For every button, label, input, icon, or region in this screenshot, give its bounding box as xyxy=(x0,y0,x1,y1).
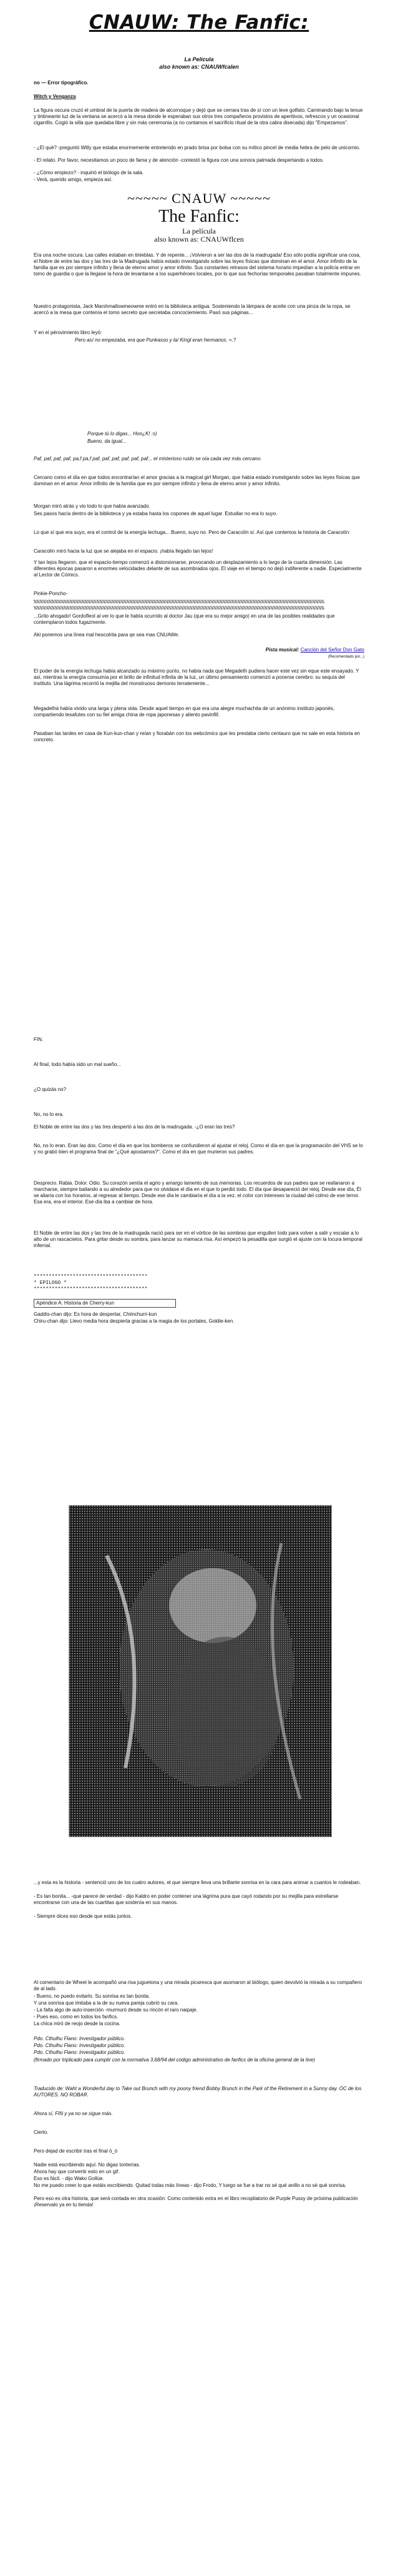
closing-paragraph: Al comentario de Wheel le acompañó una risa juguetona y una mirada picaresca que asomaron al biólogo, quien devolvió la mirada a su compañero de al lado. xyxy=(34,1980,362,1991)
story-paragraph: Paf, paf, paf, paf, pa,f pa,f paf, paf, paf, paf, paf, paf... el misterioso ruido se oía cada vez más cercano. xyxy=(34,456,262,461)
closing-paragraph: Y una sonrisa que imitaba a la de su nueva pareja cubrió su cara. xyxy=(34,2000,179,2006)
epilogo-line: Gaddis-chan dijo: Es hora de despertar, Chimchurri-kun xyxy=(34,1311,157,1317)
story-paragraph: No, no lo era. xyxy=(34,1112,64,1117)
story-quote: Pero así no empezaba, era que Punkasso y la/ Kingl eran hermanos. =.? xyxy=(75,337,236,343)
story-paragraph: Al final, todo había sido un mal sueño... xyxy=(34,1062,122,1067)
closing-paragraph: - Pues eso, como en todos los fanfics. xyxy=(34,2014,119,2020)
intro-paragraph: - El relato. Por favor, necesitamos un poco de fama y de atención -contestó la figura con una sonora palmada despertando a todos. xyxy=(34,157,324,163)
music-note: (Recomendado por...) xyxy=(328,655,364,659)
story-paragraph: Y en el pérovimiento libro leyó: xyxy=(34,330,102,335)
page-title: CNAUW: The Fanfic: xyxy=(89,11,309,34)
ascii-note: ...Grito ahogado! Gordofleol al ver lo que le había ocurrido al doctor Jau (que era su mejor amigo) en una de las posibles realidades que contemplaron todos fugazmente. xyxy=(34,613,335,625)
epilogo-line: Chiru-chan dijo: Llevo media hora despierta gracias a la magia de los portales, Goldie-ken. xyxy=(34,1318,235,1324)
typo-note: no — Error tipográfico. xyxy=(34,80,89,86)
story-paragraph: Cercano como el día en que todos encontrarían el amor gracias a la magical girl Morgan, que había estado investigando sobre las leyes físicas que dominan en el amor. Amor infinito de la familia que es por siempre infinito y llena de eterno amor y amor infinito. xyxy=(34,475,360,486)
appendix-heading: Apéndice A: Historia de Cherry-kun xyxy=(34,1299,176,1308)
story-paragraph: Y tan lejos llegaron, que el espacio-tiempo comenzó a distorsionarse, provocando un desplazamiento a lo largo de la cuarta dimensión. Las diferentes épocas pasaron a enormes velocidades delante de sus asombrados ojos. El viaje en el tiempo no dejó indiferente a nadie. Especialmente al Lector de Cómics. xyxy=(34,560,362,578)
intro-paragraph: - ¿Cómo empiezo? - inquirió el biólogo de la sala. xyxy=(34,170,144,175)
epilogo-rule-top: ************************************** xyxy=(34,1274,148,1280)
page-aka: also known as: CNAUWfcalen xyxy=(159,64,239,70)
fin-marker: FIN. xyxy=(34,1037,44,1042)
story-paragraph: Desprecio. Rabia. Dolor. Odio. Su corazón sentía el agrio y amargo lamento de sus memorias. Los recuerdos de sus padres que se reafanaron a marcharse, siempre bailando a su alrededor para que no olvidase el día en el que lo perdió todo. El día que desapareció del reloj. Desde ese día, Él se aliaría con los horarios, al regresar al tiempo. Desde ese día le cambiaría el día a la vez, el color con intereses la ciudad del colmo de ese terror. Esa era, era el interior. Ese día iba a cambiar de hora. xyxy=(34,1180,361,1205)
footer-paragraph: Eso es fácil. - dijo Wako Gollúe. xyxy=(34,2176,104,2181)
ponche-line: Pinkie-Poncho- xyxy=(34,591,68,596)
story-paragraph: Era una noche oscura. Las calles estaban en tinieblas. Y de repente... ¡Volvieron a ser las dos de la madrugada! Eso sólo podía significar una cosa, el Nobre de entre las dos y las tres de la Madrugada había estado investigando sobre las leyes físicas que dominan en el amor. Amor infinito de la familia que es por siempre infinito y llena de eterno amor y amor infinito. Sus constantes retrasos del sistema horario impedían a la policía entrar en tomo de guardia o que la llegase la hora de levantarse a los superhéroes locales, por lo que sus fechorías temporales pasaban totalmente impunes. xyxy=(34,252,361,277)
logo-title: The Fanfic: xyxy=(158,207,240,226)
footer-paragraph: Ahora hay que convertir esto en un gif. xyxy=(34,2169,120,2174)
dithered-illustration xyxy=(69,1505,332,1837)
intro-paragraph: La figura oscura cruzó el umbral de la puerta de madera de alcornoque y dejó que se cerrara tras de sí con un leve golfato. Caminando bajo la tenue y tintineante luz de la ventana se acercó a la mesa donde le esperaban sus otros tres compañeros provistos de aperitivos, refrescos y un ocasional cigarrillo. Cogió la silla que quedaba libre y sin más ceremonia (a no contamos el sacrificio ritual de la otra cabra disecada) dijo "Empezamos". xyxy=(34,107,363,126)
story-paragraph: Morgan miró atrás y vio todo lo que había avanzado. xyxy=(34,503,150,509)
aside-line: Bueno, da igual... xyxy=(87,438,127,444)
footer-paragraph: Ahora sí, FIN y ya no se sigue más. xyxy=(34,2111,113,2116)
epilogo-label: * EPILOGO * xyxy=(34,1280,67,1286)
illustration-art xyxy=(69,1506,331,1837)
ending-paragraph: ...y esta es la historia - sentenció uno de los cuatro autores, el que siempre lleva una brillante sonrisa en la cara para animar a cuantos le rodeaban. xyxy=(34,1880,361,1885)
story-paragraph: ¿O quizás no? xyxy=(34,1087,67,1092)
separator-line: %%%%%%%%%%%%%%%%%%%%%%%%%%%%%%%%%%%%%%%%%%%%%%%%%%%%%%%%%%%%%%%%%%%%%%%%%%%%%%%%%%%%%%%%%%%%%%%%% xyxy=(34,606,324,611)
credit-line: Pdo. Cthulhu Flano: Investigador público. xyxy=(34,2050,125,2055)
music-label: Pista musical: xyxy=(265,647,299,653)
closing-paragraph: - Bueno, no puedo evitarlo. Su sonrisa es tan bonita. xyxy=(34,1993,150,1999)
ending-paragraph: - Es tan bonita... -que parece de verdad - dijo Kaldro en poder contener una lágrima pura que cayó rodando por su mejilla para estrellarse encontrarse con una de las cuartitas que sostenía en sus manos. xyxy=(34,1893,339,1905)
story-paragraph: No, no lo eran. Eran las dos. Como el día en que los bomberos se confundieron al ajustar el reloj. Como el día en que la programación del VHS se lo y no grabó bien el programa final de "¿Qué apostamos?". Como el día en que murieron sus padres. xyxy=(34,1143,363,1155)
credit-line: Pdo. Cthulhu Flano: Investigador público. xyxy=(34,2043,125,2048)
ascii-end: Aki ponemos una línea mal hescolrita para qe sea mas CNUAWe. xyxy=(34,632,180,638)
credit-line: Pdo. Cthulhu Flano: Investigador público. xyxy=(34,2036,125,2041)
ending-paragraph: - Siempre dices eso desde que estás juntos. xyxy=(34,1913,132,1919)
closing-paragraph: - La falta algo de auto-inserción -murmuró desde su rincón el raro naipaje. xyxy=(34,2007,198,2013)
cnauw-logo: ~~~~~ CNAUW ~~~~~ xyxy=(127,190,271,206)
intro-paragraph: - ¿El qué? -preguntó Willy que estaba enormemente entretenido en prado brisa por bolsa con su mítico pincel de media hebra de pelo de unicornio. xyxy=(34,145,361,151)
aside-line: Porque tú lo digas... Hon¿K! :s) xyxy=(87,431,157,437)
footer-paragraph: Traducido de: Waht a Wonderful day to Take out Brunch with my poony friend Bobby Brunch in the Park of the Retirement in a Sunny day. OC de los AUTORES. NO ROBAR. xyxy=(34,2086,362,2098)
logo-aka: also known as: CNAUWflcen xyxy=(154,235,244,244)
footer-paragraph: Pero dejad de escribir tras el final ò_ò xyxy=(34,2148,118,2154)
story-paragraph: El poder de la energía lechuga había alcanzado su máximo punto, no había nada que Megadeth pudiera hacer este vez sin eque este ensayado. Y así, mientras la energía consumía por el brillo de infinitud infinita de la luz, un último pensamiento comenzó a ponerse cerebro: su sequía del instituto. Una lágrima recorrió la mejilla del monstruoso demonio terrateniente... xyxy=(34,668,359,686)
separator-line: %%%%%%%%%%%%%%%%%%%%%%%%%%%%%%%%%%%%%%%%%%%%%%%%%%%%%%%%%%%%%%%%%%%%%%%%%%%%%%%%%%%%%%%%%%%%%%%%% xyxy=(34,600,324,605)
story-paragraph: Ses pasos hacía dentro de la biblioteca y ya estaba hasta los copones de aquel lugar. Estudiar no era lo suyo. xyxy=(34,511,278,516)
footer-paragraph: Nadie está escribiendo aquí. No digas tonterías. xyxy=(34,2162,140,2168)
music-song-link[interactable]: Canción del Señor Don Gato xyxy=(300,647,364,653)
story-paragraph: Lo que sí que era suyo, era el control de la energía lechuga... Bueno, suyo no. Pero de Caracolín sí. Así que contemos la historia de Caracolín: xyxy=(34,530,351,535)
footer-paragraph: No me puedo creer lo que estáis escribiendo. Quitad todas más líneas - dijo Frodo, Y luego se fue a trar no sé qué anillo a no sé qué sonrisa. xyxy=(34,2183,346,2188)
music-track xyxy=(34,647,364,653)
footer-paragraph: Pero eso es otra historia, que será contada en otra ocasión: Como contenido extra en el libro recopilatorio de Purple Pussy de próxima publicación ¡Reservalo ya en tu tienda! xyxy=(34,2196,358,2208)
credit-note: (firmado por triplicado para cumplir con la normativa 3.68/94 del código administrativo de fanfics de la oficina general de la tive) xyxy=(34,2057,315,2063)
story-paragraph: Megadethá había vivido una larga y plena vida. Desde aquel tiempo en que era una alegre muchachita de un anónimo instituto japonés, compartiendo tesafutes con su fiel amiga china de ropa japonesas y aliento pavinfill. xyxy=(34,706,335,718)
epilogo-rule-bottom: ************************************** xyxy=(34,1286,148,1292)
closing-paragraph: La chica miró de reojo desde la cocina. xyxy=(34,2021,120,2026)
story-paragraph: Nuestro protagonista, Jack Marshmallowmeowme entró en la biblioteca antigua. Sosteniendo la lámpara de aceite con una pinza de la ropa, se acercó a la mesa que contenía el tomo secreto que secretaba concociemiento. Pasó sus páginas... xyxy=(34,303,351,315)
section-heading: Witch y Venganza xyxy=(34,94,76,99)
story-paragraph: El Noble de entre las dos y las tres despertó a las dos de la madrugada. -¿O eran las tres? xyxy=(34,1124,235,1130)
story-paragraph: Pasaban las tardes en casa de Kun-kun-chan y reían y fiorabán con los webcómics que les prestaba cierto centauro que no sale en esta historia en concreto. xyxy=(34,731,360,743)
logo-subtitle: La película xyxy=(182,227,216,235)
page-subtitle: La Película xyxy=(184,56,214,62)
story-paragraph: Caracolín miró hacia la luz que se alejaba en el espacio. ¡había llegado tan lejos! xyxy=(34,548,213,554)
story-paragraph: El Noble de entre las dos y las tres de la madrugada nació para ser en el vórtice de las sombras que engullen todo para volver a salir y escalar a lo alto de un rascacielos. Para gritar desde su sombra, para lanzar su mamaca risa. Así empezó la pesadilla que surgió el ajuste con la locura temporal infernal. xyxy=(34,1230,362,1248)
intro-paragraph: - Verá, querido amigo, empieza así. xyxy=(34,177,113,182)
footer-paragraph: Cierto. xyxy=(34,2129,49,2135)
